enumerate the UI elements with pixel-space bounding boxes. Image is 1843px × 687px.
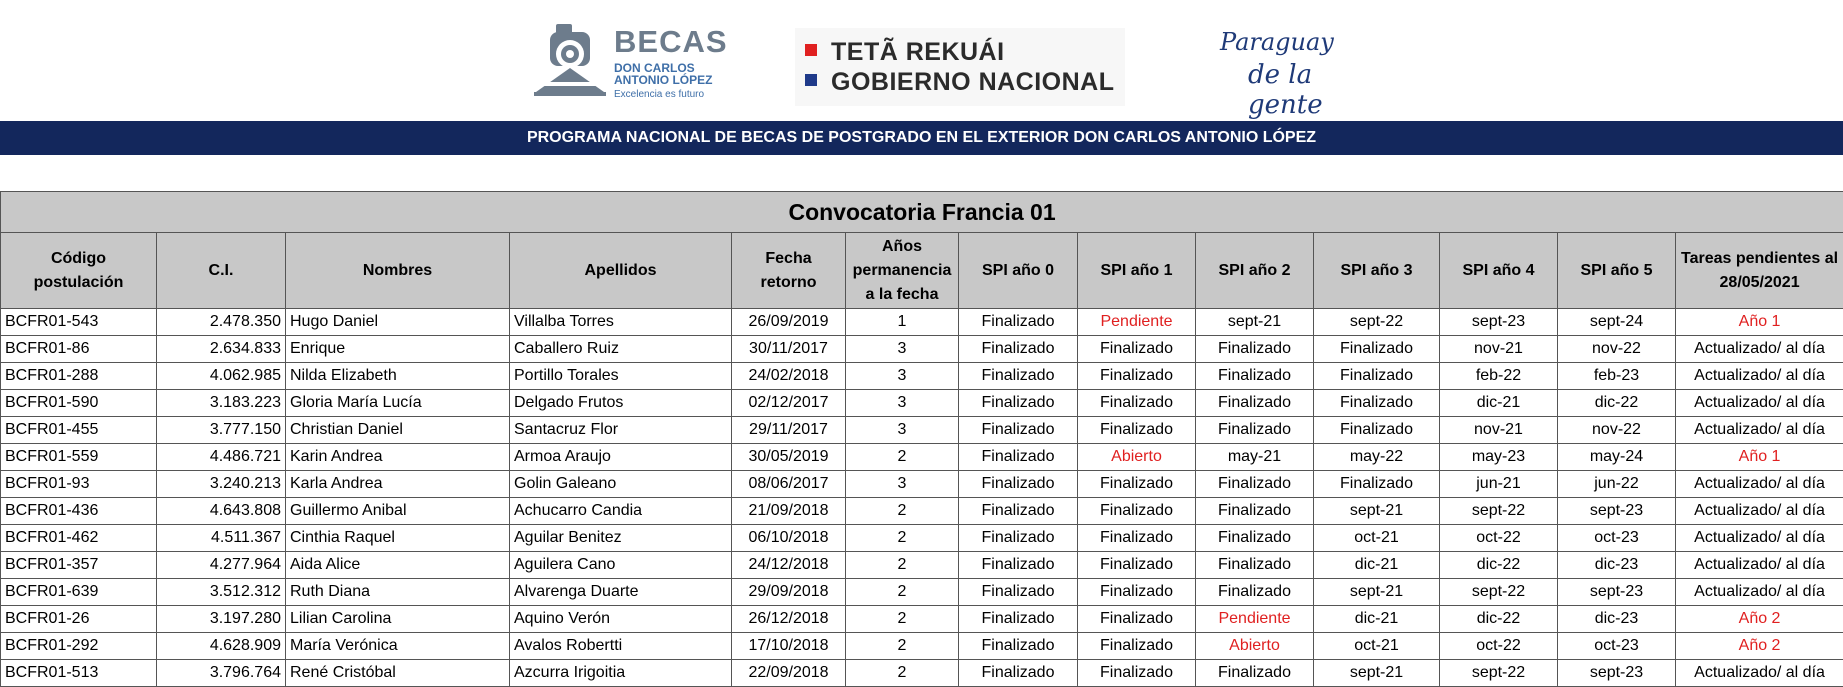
cell-spi-3: oct-21	[1314, 633, 1440, 660]
cell-spi-4: dic-21	[1440, 390, 1558, 417]
cell-spi-0: Finalizado	[959, 552, 1078, 579]
table-row	[1, 525, 1843, 552]
cell-codigo: BCFR01-543	[1, 309, 157, 336]
cell-spi-3: oct-21	[1314, 525, 1440, 552]
header-anios-permanencia: Años permanencia a la fecha	[846, 233, 959, 309]
cell-spi-1: Finalizado	[1078, 336, 1196, 363]
cell-anios: 1	[846, 309, 959, 336]
cell-spi-3: sept-22	[1314, 309, 1440, 336]
cell-nombres: Ruth Diana	[286, 579, 510, 606]
cell-spi-3: Finalizado	[1314, 363, 1440, 390]
cell-spi-5: feb-23	[1558, 363, 1676, 390]
table-row	[1, 390, 1843, 417]
cell-tareas: Actualizado/ al día	[1676, 336, 1843, 363]
cell-ci: 4.486.721	[157, 444, 286, 471]
cell-anios: 2	[846, 552, 959, 579]
cell-ci: 4.062.985	[157, 363, 286, 390]
table-row	[1, 444, 1843, 471]
cell-spi-0: Finalizado	[959, 363, 1078, 390]
cell-spi-1: Finalizado	[1078, 633, 1196, 660]
cell-spi-1: Finalizado	[1078, 579, 1196, 606]
header-logos	[0, 0, 1843, 118]
cell-tareas: Actualizado/ al día	[1676, 390, 1843, 417]
blue-square-icon	[805, 74, 817, 86]
cell-ci: 3.796.764	[157, 660, 286, 687]
header-spi-4: SPI año 4	[1440, 233, 1558, 309]
cell-spi-5: dic-23	[1558, 552, 1676, 579]
cell-nombres: Lilian Carolina	[286, 606, 510, 633]
cell-apellidos: Alvarenga Duarte	[510, 579, 732, 606]
cell-codigo: BCFR01-590	[1, 390, 157, 417]
cell-spi-4: jun-21	[1440, 471, 1558, 498]
cell-nombres: Guillermo Anibal	[286, 498, 510, 525]
cell-spi-0: Finalizado	[959, 390, 1078, 417]
cell-fecha-retorno: 30/05/2019	[732, 444, 846, 471]
cell-spi-4: dic-22	[1440, 552, 1558, 579]
cell-nombres: Christian Daniel	[286, 417, 510, 444]
becas-logo	[530, 22, 720, 100]
cell-spi-5: sept-23	[1558, 579, 1676, 606]
cell-spi-1: Pendiente	[1078, 309, 1196, 336]
cell-apellidos: Santacruz Flor	[510, 417, 732, 444]
cell-apellidos: Golin Galeano	[510, 471, 732, 498]
cell-anios: 3	[846, 390, 959, 417]
program-banner: PROGRAMA NACIONAL DE BECAS DE POSTGRADO EN EL EXTERIOR DON CARLOS ANTONIO LÓPEZ	[0, 121, 1843, 155]
cell-anios: 2	[846, 498, 959, 525]
teta-rekuai-logo	[795, 28, 1125, 106]
cell-spi-2: Pendiente	[1196, 606, 1314, 633]
cell-spi-2: Finalizado	[1196, 471, 1314, 498]
teta-logo-line1: TETÃ REKUÁI	[831, 38, 1005, 66]
teta-logo-line2: GOBIERNO NACIONAL	[831, 68, 1115, 96]
cell-fecha-retorno: 08/06/2017	[732, 471, 846, 498]
header-tareas-pendientes: Tareas pendientes al 28/05/2021	[1676, 233, 1843, 309]
cell-spi-3: Finalizado	[1314, 336, 1440, 363]
cell-spi-4: may-23	[1440, 444, 1558, 471]
cell-anios: 3	[846, 417, 959, 444]
header-nombres: Nombres	[286, 233, 510, 309]
cell-spi-2: Finalizado	[1196, 552, 1314, 579]
cell-spi-5: oct-23	[1558, 525, 1676, 552]
cell-fecha-retorno: 24/12/2018	[732, 552, 846, 579]
cell-codigo: BCFR01-26	[1, 606, 157, 633]
cell-spi-1: Finalizado	[1078, 552, 1196, 579]
cell-spi-0: Finalizado	[959, 471, 1078, 498]
cell-spi-5: oct-23	[1558, 633, 1676, 660]
cell-spi-0: Finalizado	[959, 660, 1078, 687]
header-spi-1: SPI año 1	[1078, 233, 1196, 309]
cell-spi-1: Finalizado	[1078, 417, 1196, 444]
cell-spi-2: sept-21	[1196, 309, 1314, 336]
cell-tareas: Año 1	[1676, 309, 1843, 336]
header-spi-0: SPI año 0	[959, 233, 1078, 309]
cell-tareas: Actualizado/ al día	[1676, 498, 1843, 525]
cell-spi-5: dic-22	[1558, 390, 1676, 417]
cell-spi-2: Finalizado	[1196, 390, 1314, 417]
locomotive-icon	[530, 22, 610, 100]
cell-spi-5: nov-22	[1558, 417, 1676, 444]
cell-nombres: Cinthia Raquel	[286, 525, 510, 552]
cell-anios: 2	[846, 633, 959, 660]
table-row	[1, 579, 1843, 606]
cell-tareas: Actualizado/ al día	[1676, 417, 1843, 444]
cell-apellidos: Achucarro Candia	[510, 498, 732, 525]
cell-spi-3: Finalizado	[1314, 390, 1440, 417]
table-row	[1, 417, 1843, 444]
cell-spi-5: may-24	[1558, 444, 1676, 471]
header-spi-3: SPI año 3	[1314, 233, 1440, 309]
cell-apellidos: Caballero Ruiz	[510, 336, 732, 363]
cell-codigo: BCFR01-513	[1, 660, 157, 687]
cell-spi-0: Finalizado	[959, 498, 1078, 525]
cell-spi-0: Finalizado	[959, 417, 1078, 444]
cell-apellidos: Aguilar Benitez	[510, 525, 732, 552]
cell-fecha-retorno: 21/09/2018	[732, 498, 846, 525]
cell-apellidos: Aquino Verón	[510, 606, 732, 633]
cell-spi-1: Abierto	[1078, 444, 1196, 471]
header-fecha-retorno: Fecha retorno	[732, 233, 846, 309]
cell-codigo: BCFR01-93	[1, 471, 157, 498]
cell-apellidos: Portillo Torales	[510, 363, 732, 390]
cell-spi-5: sept-23	[1558, 660, 1676, 687]
cell-codigo: BCFR01-639	[1, 579, 157, 606]
cell-fecha-retorno: 06/10/2018	[732, 525, 846, 552]
cell-nombres: Gloria María Lucía	[286, 390, 510, 417]
cell-spi-3: sept-21	[1314, 660, 1440, 687]
table-row	[1, 552, 1843, 579]
table-header-row	[1, 233, 1843, 309]
cell-spi-3: sept-21	[1314, 579, 1440, 606]
cell-ci: 3.197.280	[157, 606, 286, 633]
cell-fecha-retorno: 29/09/2018	[732, 579, 846, 606]
cell-spi-2: may-21	[1196, 444, 1314, 471]
cell-spi-5: sept-23	[1558, 498, 1676, 525]
cell-spi-4: oct-22	[1440, 633, 1558, 660]
header-apellidos: Apellidos	[510, 233, 732, 309]
cell-spi-3: dic-21	[1314, 552, 1440, 579]
cell-fecha-retorno: 26/12/2018	[732, 606, 846, 633]
cell-spi-2: Finalizado	[1196, 498, 1314, 525]
table-row	[1, 660, 1843, 687]
cell-nombres: René Cristóbal	[286, 660, 510, 687]
cell-spi-2: Finalizado	[1196, 336, 1314, 363]
cell-spi-3: Finalizado	[1314, 471, 1440, 498]
cell-spi-3: sept-21	[1314, 498, 1440, 525]
red-square-icon	[805, 44, 817, 56]
cell-ci: 2.478.350	[157, 309, 286, 336]
table-row	[1, 606, 1843, 633]
cell-codigo: BCFR01-86	[1, 336, 157, 363]
cell-tareas: Actualizado/ al día	[1676, 363, 1843, 390]
cell-anios: 3	[846, 336, 959, 363]
cell-spi-2: Finalizado	[1196, 660, 1314, 687]
pygente-line1: Paraguay	[1220, 28, 1334, 56]
cell-nombres: Karla Andrea	[286, 471, 510, 498]
cell-ci: 4.628.909	[157, 633, 286, 660]
table-row	[1, 498, 1843, 525]
cell-fecha-retorno: 24/02/2018	[732, 363, 846, 390]
cell-tareas: Año 1	[1676, 444, 1843, 471]
cell-apellidos: Avalos Robertti	[510, 633, 732, 660]
cell-apellidos: Villalba Torres	[510, 309, 732, 336]
table-title-row	[1, 192, 1843, 233]
cell-spi-0: Finalizado	[959, 444, 1078, 471]
cell-spi-5: jun-22	[1558, 471, 1676, 498]
pygente-line2: de la gente	[1248, 60, 1362, 120]
cell-codigo: BCFR01-462	[1, 525, 157, 552]
cell-anios: 3	[846, 471, 959, 498]
cell-spi-4: sept-23	[1440, 309, 1558, 336]
cell-spi-4: sept-22	[1440, 660, 1558, 687]
cell-spi-0: Finalizado	[959, 525, 1078, 552]
cell-tareas: Actualizado/ al día	[1676, 579, 1843, 606]
cell-fecha-retorno: 02/12/2017	[732, 390, 846, 417]
cell-fecha-retorno: 17/10/2018	[732, 633, 846, 660]
cell-ci: 2.634.833	[157, 336, 286, 363]
cell-spi-2: Finalizado	[1196, 579, 1314, 606]
cell-nombres: Hugo Daniel	[286, 309, 510, 336]
cell-spi-4: sept-22	[1440, 498, 1558, 525]
cell-codigo: BCFR01-455	[1, 417, 157, 444]
cell-spi-5: nov-22	[1558, 336, 1676, 363]
scholarship-table	[0, 191, 1843, 687]
cell-spi-4: feb-22	[1440, 363, 1558, 390]
cell-codigo: BCFR01-288	[1, 363, 157, 390]
cell-spi-4: nov-21	[1440, 336, 1558, 363]
header-spi-5: SPI año 5	[1558, 233, 1676, 309]
cell-spi-3: Finalizado	[1314, 417, 1440, 444]
cell-spi-0: Finalizado	[959, 309, 1078, 336]
cell-ci: 4.643.808	[157, 498, 286, 525]
cell-spi-2: Finalizado	[1196, 363, 1314, 390]
cell-nombres: Enrique	[286, 336, 510, 363]
cell-tareas: Año 2	[1676, 606, 1843, 633]
cell-spi-2: Finalizado	[1196, 525, 1314, 552]
cell-fecha-retorno: 29/11/2017	[732, 417, 846, 444]
table-row	[1, 309, 1843, 336]
cell-codigo: BCFR01-292	[1, 633, 157, 660]
cell-fecha-retorno: 30/11/2017	[732, 336, 846, 363]
becas-logo-tagline: Excelencia es futuro	[614, 89, 704, 100]
cell-codigo: BCFR01-436	[1, 498, 157, 525]
cell-anios: 2	[846, 660, 959, 687]
cell-spi-1: Finalizado	[1078, 498, 1196, 525]
cell-ci: 3.183.223	[157, 390, 286, 417]
cell-spi-4: sept-22	[1440, 579, 1558, 606]
becas-logo-title: BECAS	[614, 24, 728, 60]
cell-spi-3: may-22	[1314, 444, 1440, 471]
table-row	[1, 363, 1843, 390]
cell-anios: 3	[846, 363, 959, 390]
cell-ci: 3.777.150	[157, 417, 286, 444]
table-title: Convocatoria Francia 01	[1, 192, 1843, 233]
cell-codigo: BCFR01-357	[1, 552, 157, 579]
cell-spi-2: Abierto	[1196, 633, 1314, 660]
cell-spi-0: Finalizado	[959, 336, 1078, 363]
cell-ci: 3.512.312	[157, 579, 286, 606]
cell-spi-5: dic-23	[1558, 606, 1676, 633]
cell-fecha-retorno: 26/09/2019	[732, 309, 846, 336]
cell-apellidos: Armoa Araujo	[510, 444, 732, 471]
cell-nombres: Karin Andrea	[286, 444, 510, 471]
cell-anios: 2	[846, 525, 959, 552]
paraguay-de-la-gente-logo	[1212, 22, 1362, 96]
cell-nombres: María Verónica	[286, 633, 510, 660]
cell-spi-1: Finalizado	[1078, 606, 1196, 633]
cell-spi-4: dic-22	[1440, 606, 1558, 633]
cell-fecha-retorno: 22/09/2018	[732, 660, 846, 687]
cell-spi-0: Finalizado	[959, 579, 1078, 606]
cell-codigo: BCFR01-559	[1, 444, 157, 471]
cell-spi-1: Finalizado	[1078, 363, 1196, 390]
cell-apellidos: Azcurra Irigoitia	[510, 660, 732, 687]
cell-spi-3: dic-21	[1314, 606, 1440, 633]
cell-ci: 4.277.964	[157, 552, 286, 579]
cell-spi-4: oct-22	[1440, 525, 1558, 552]
cell-spi-2: Finalizado	[1196, 417, 1314, 444]
cell-tareas: Actualizado/ al día	[1676, 525, 1843, 552]
cell-apellidos: Delgado Frutos	[510, 390, 732, 417]
cell-tareas: Año 2	[1676, 633, 1843, 660]
cell-anios: 2	[846, 606, 959, 633]
header-ci: C.I.	[157, 233, 286, 309]
cell-spi-1: Finalizado	[1078, 660, 1196, 687]
cell-anios: 2	[846, 444, 959, 471]
cell-spi-4: nov-21	[1440, 417, 1558, 444]
cell-spi-0: Finalizado	[959, 606, 1078, 633]
cell-tareas: Actualizado/ al día	[1676, 471, 1843, 498]
cell-spi-0: Finalizado	[959, 633, 1078, 660]
cell-spi-1: Finalizado	[1078, 525, 1196, 552]
cell-nombres: Aida Alice	[286, 552, 510, 579]
header-codigo: Código postulación	[1, 233, 157, 309]
cell-anios: 2	[846, 579, 959, 606]
cell-spi-1: Finalizado	[1078, 471, 1196, 498]
cell-apellidos: Aguilera Cano	[510, 552, 732, 579]
cell-ci: 3.240.213	[157, 471, 286, 498]
cell-tareas: Actualizado/ al día	[1676, 660, 1843, 687]
header-spi-2: SPI año 2	[1196, 233, 1314, 309]
cell-spi-5: sept-24	[1558, 309, 1676, 336]
cell-tareas: Actualizado/ al día	[1676, 552, 1843, 579]
table-row	[1, 471, 1843, 498]
table-row	[1, 336, 1843, 363]
cell-nombres: Nilda Elizabeth	[286, 363, 510, 390]
cell-spi-1: Finalizado	[1078, 390, 1196, 417]
table-row	[1, 633, 1843, 660]
cell-ci: 4.511.367	[157, 525, 286, 552]
becas-logo-subtitle: DON CARLOS ANTONIO LÓPEZ	[614, 62, 724, 86]
